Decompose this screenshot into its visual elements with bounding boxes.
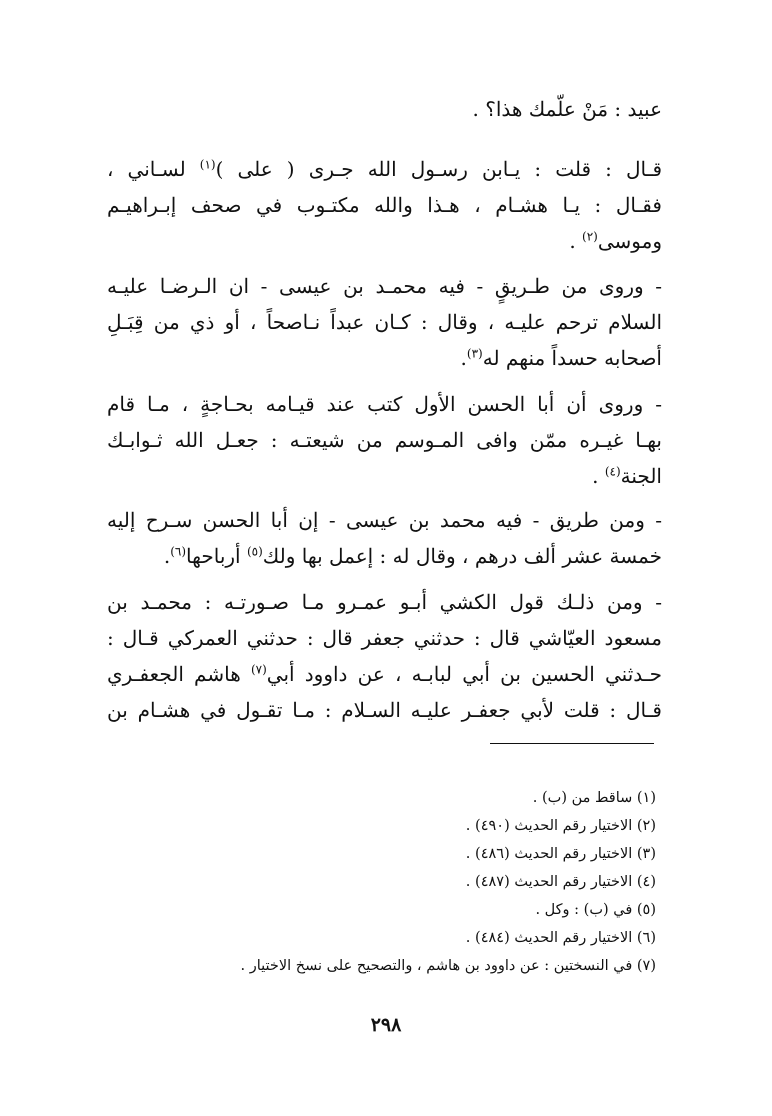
text-line-3: فقـال : يـا هشـام ، هـذا والله مكتـوب في صحف إبـراهيـم	[107, 193, 662, 217]
text-line-7: أصحابه حسداً منهم له$^{(٣)}$.	[460, 346, 662, 370]
footnote-7: (٧) في النسختين : عن داوود بن هاشم ، والتصحيح على نسخ الاختيار .	[240, 958, 656, 974]
text-line-6: السلام ترحم عليـه ، وقال : كـان عبداً نـاصحاً ، أو ذي من قِبَـلِ	[107, 310, 662, 334]
footnote-6: (٦) الاختيار رقم الحديث (٤٨٤) .	[465, 930, 656, 946]
text-line-9: بهـا غيـره ممّن وافى المـوسم من شيعتـه : جعـل الله ثـوابـك	[107, 428, 662, 452]
footnote-divider	[490, 743, 654, 744]
text-line-13: - ومن ذلـك قول الكشي أبـو عمـرو مـا صـورتـه : محمـد بن	[107, 590, 662, 614]
text-line-5: - وروى من طـريقٍ - فيه محمـد بن عيسى - ان الـرضـا عليـه	[107, 274, 662, 298]
footnote-1: (١) ساقط من (ب) .	[532, 790, 656, 806]
footnote-5: (٥) في (ب) : وكل .	[535, 902, 656, 918]
page-number: ٢٩٨	[370, 1014, 402, 1036]
text-line-16: قـال : قلت لأبي جعفـر عليـه السـلام : مـا تقـول في هشـام بن	[107, 698, 662, 722]
footnote-4: (٤) الاختيار رقم الحديث (٤٨٧) .	[465, 874, 656, 890]
text-line-10: الجنة$^{(٤)}$ .	[592, 464, 662, 488]
footnote-2: (٢) الاختيار رقم الحديث (٤٩٠) .	[465, 818, 656, 834]
text-line-11: - ومن طريق - فيه محمد بن عيسى - إن أبا الحسن سـرح إليه	[107, 508, 662, 532]
text-line-12: خمسة عشر ألف درهم ، وقال له : إعمل بها ولك$^{(٥)}$ أرباحها$^{(٦)}$.	[163, 544, 662, 568]
text-line-8: - وروى أن أبا الحسن الأول كتب عند قيـامه بحـاجةٍ ، مـا قام	[107, 392, 662, 416]
text-line-1: عبيد : مَنْ علّمك هذا؟ .	[472, 97, 662, 121]
text-line-2: قـال : قلت : يـابن رسـول الله جـرى ( على )$^{(١)}$ لسـاني ،	[107, 157, 662, 181]
footnote-3: (٣) الاختيار رقم الحديث (٤٨٦) .	[465, 846, 656, 862]
text-line-15: حـدثني الحسين بن أبي لبابـه ، عن داوود أبي$^{(٧)}$ هاشم الجعفـري	[107, 662, 662, 686]
text-line-14: مسعود العيّاشي قال : حدثني جعفر قال : حدثني العمركي قـال :	[107, 626, 662, 650]
text-line-4: وموسى$^{(٢)}$ .	[569, 229, 662, 253]
